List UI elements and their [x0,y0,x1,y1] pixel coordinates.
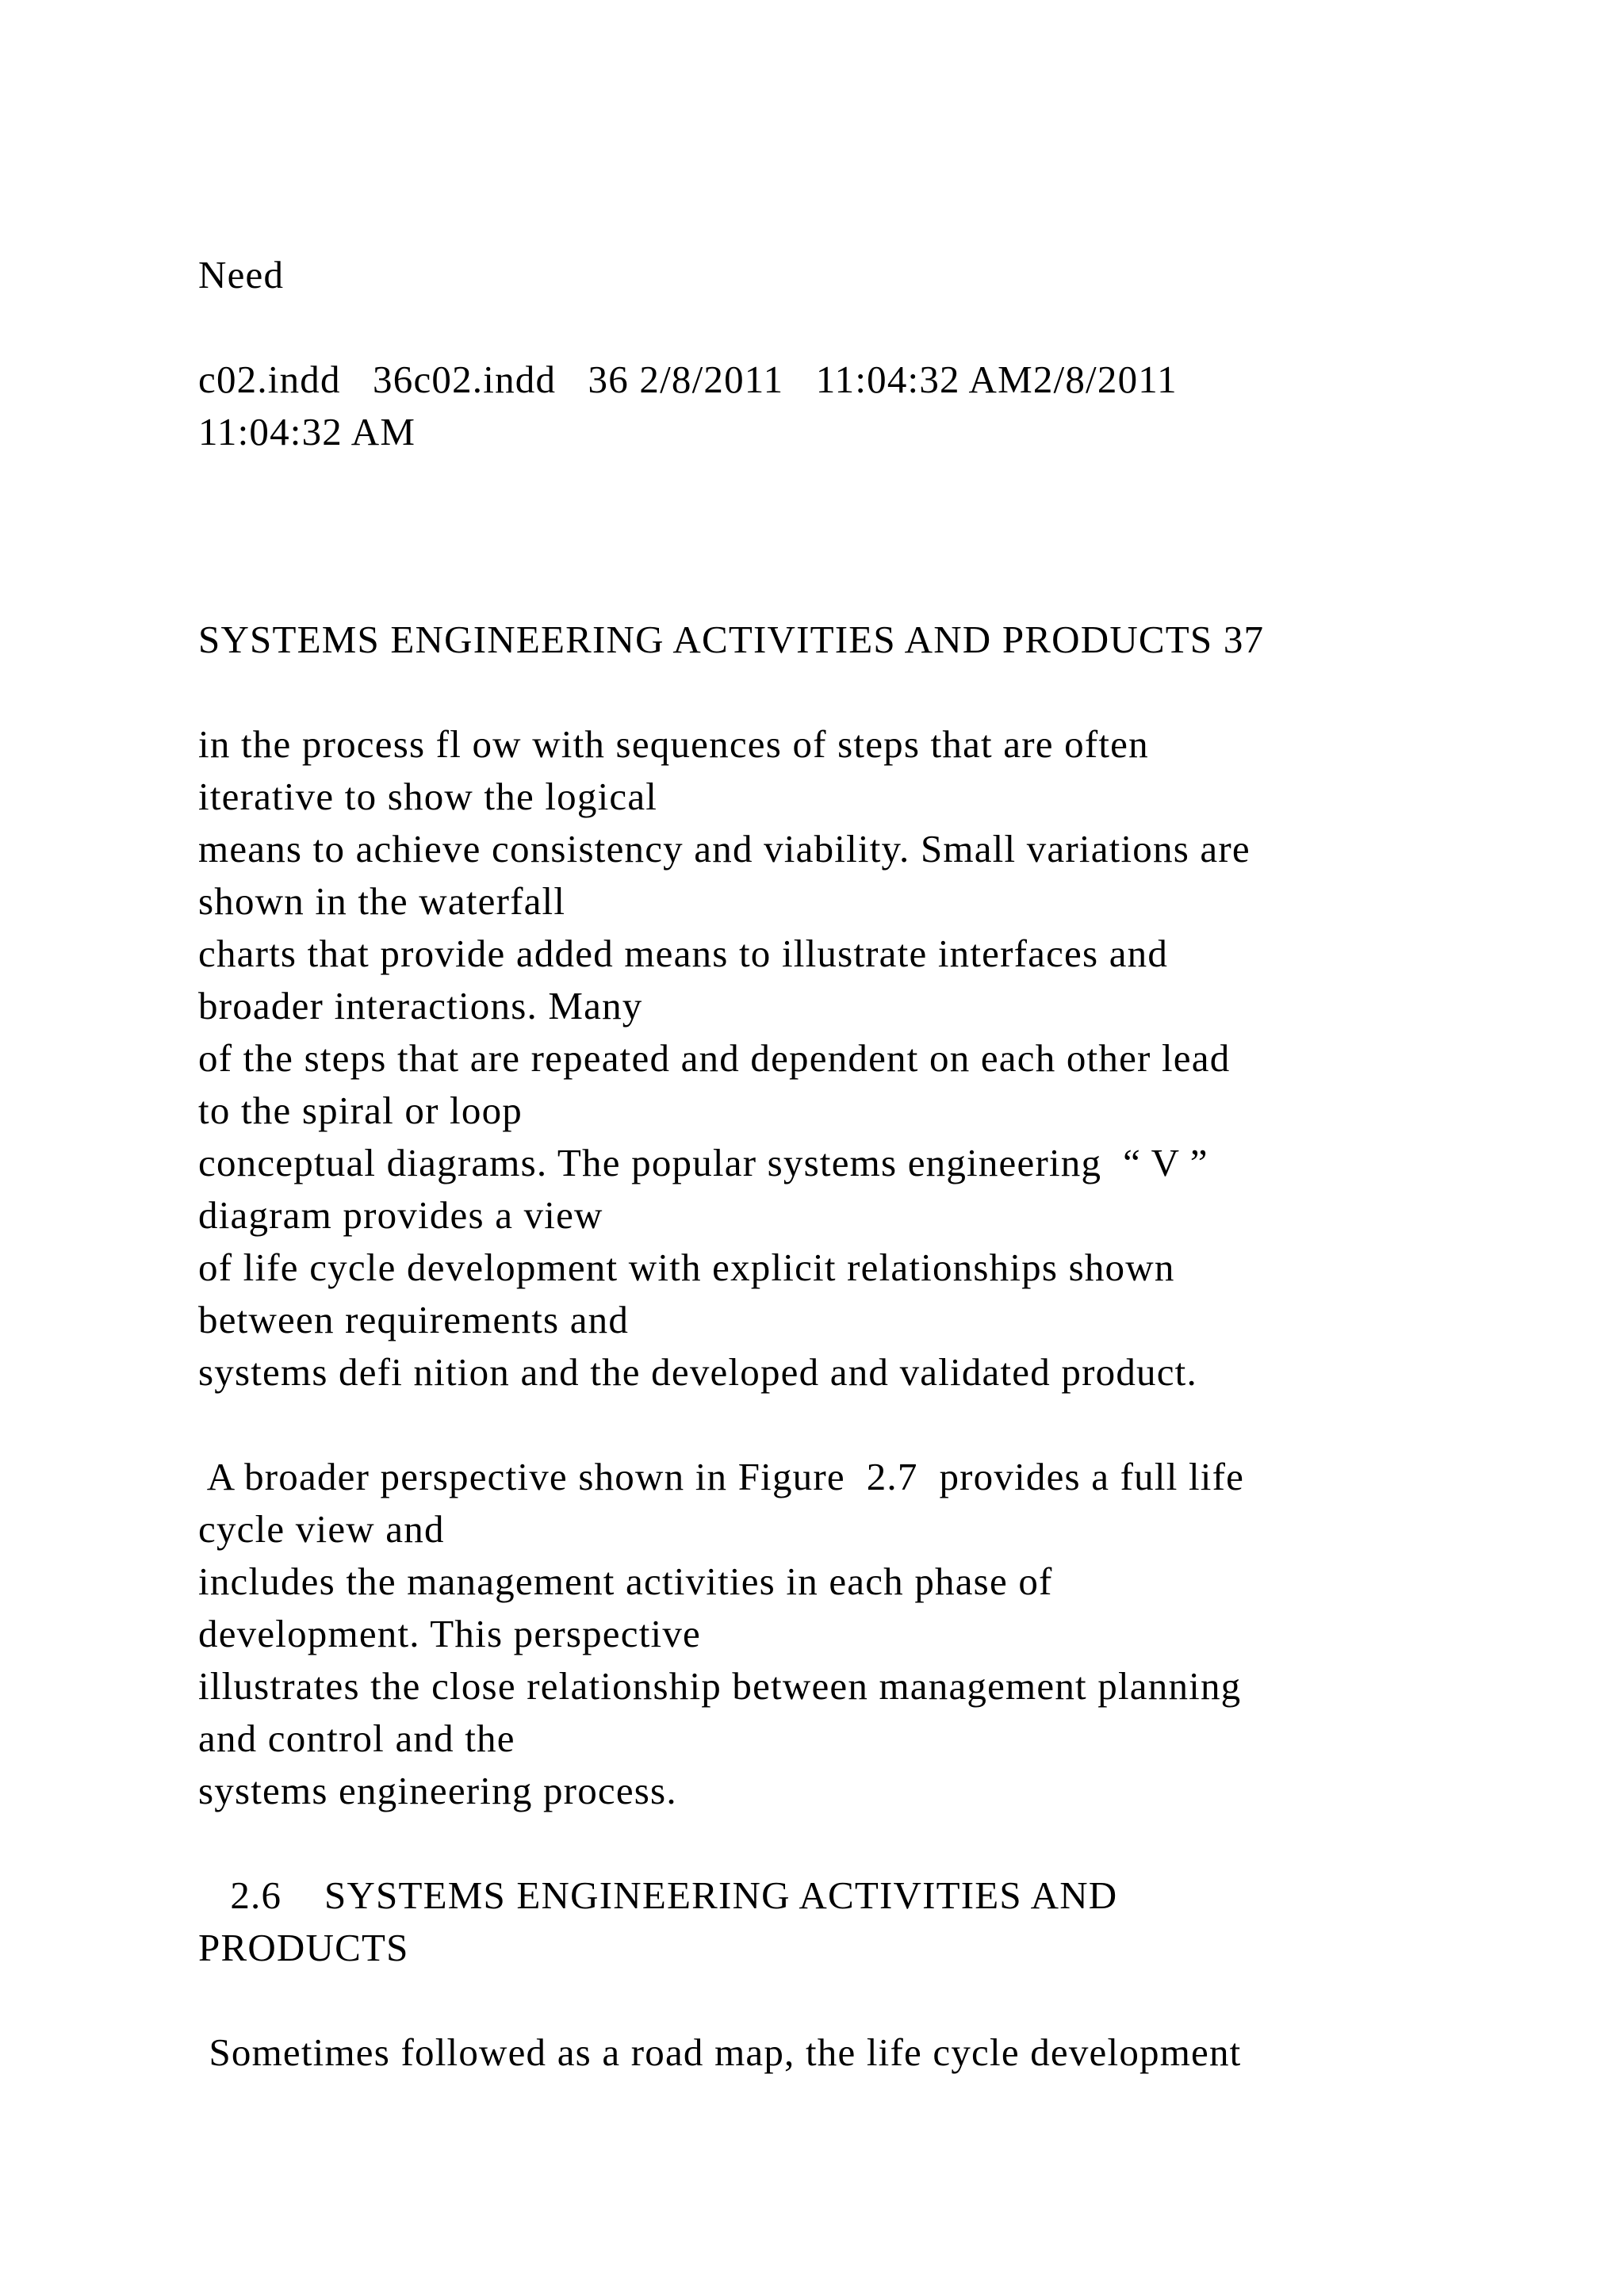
body-text-line: cycle view and [198,1507,445,1551]
body-text-line: broader interactions. Many [198,984,643,1027]
body-text-line: in the process fl ow with sequences of steps that are often [198,722,1149,766]
body-text-line: systems engineering process. [198,1769,677,1812]
body-text-line: includes the management activities in each phase of [198,1559,1053,1603]
body-text-line: iterative to show the logical [198,775,658,818]
body-text-line: systems defi nition and the developed and validated product. [198,1350,1197,1394]
section-heading: 2.6 SYSTEMS ENGINEERING ACTIVITIES AND [198,1873,1118,1917]
body-text-line: illustrates the close relationship between management planning [198,1664,1242,1708]
text-line: Need [198,253,285,297]
body-text-line: to the spiral or loop [198,1089,523,1132]
body-text-line: shown in the waterfall [198,879,566,923]
body-text-line: means to achieve consistency and viability. Small variations are [198,827,1251,871]
body-text-line: A broader perspective shown in Figure 2.7 provides a full life [198,1455,1245,1498]
body-text-line: conceptual diagrams. The popular systems engineering “ V ” [198,1141,1208,1184]
body-text-line: between requirements and [198,1298,630,1341]
body-text-line: and control and the [198,1716,515,1760]
body-text-line: charts that provide added means to illustrate interfaces and [198,932,1169,975]
file-info-line: c02.indd 36c02.indd 36 2/8/2011 11:04:32 AM2/8/2011 [198,358,1178,401]
body-text-line: development. This perspective [198,1612,701,1655]
section-heading: PRODUCTS [198,1926,409,1969]
body-text-line: of the steps that are repeated and dependent on each other lead [198,1036,1231,1080]
body-text-line: Sometimes followed as a road map, the life cycle development [198,2030,1242,2074]
body-text-line: of life cycle development with explicit relationships shown [198,1246,1175,1289]
body-text-line: diagram provides a view [198,1193,603,1237]
file-info-line: 11:04:32 AM [198,410,416,453]
running-header: SYSTEMS ENGINEERING ACTIVITIES AND PRODUCTS 37 [198,618,1265,661]
